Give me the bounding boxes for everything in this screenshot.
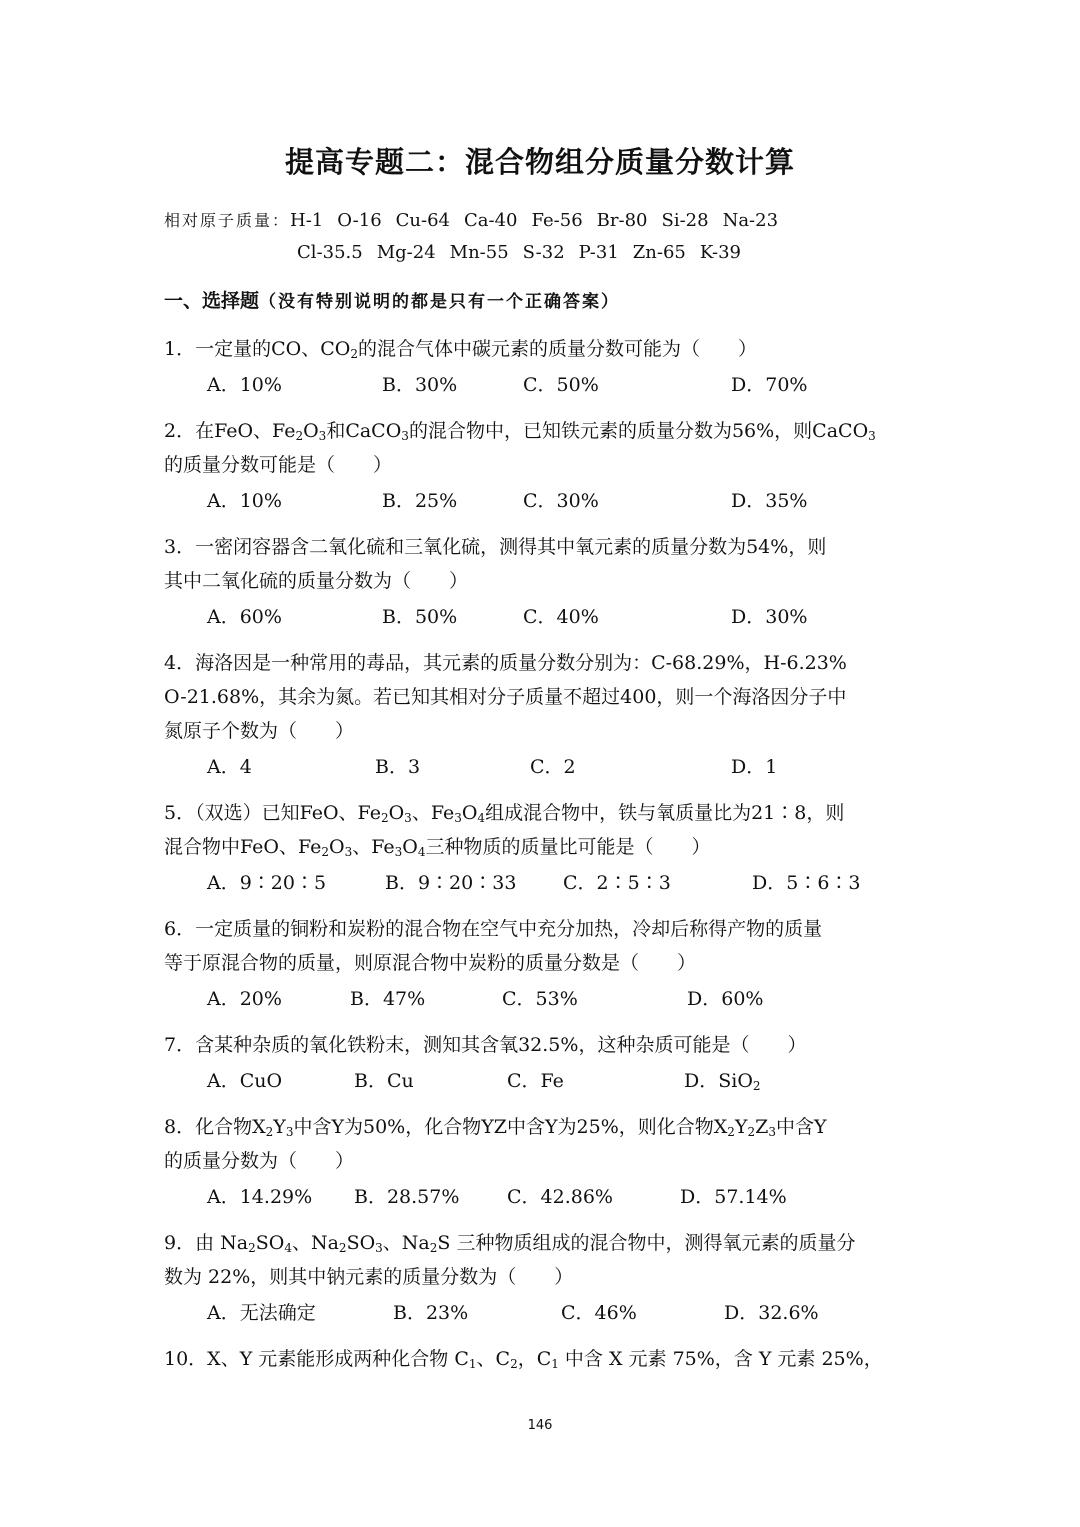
question-4-line-2: O-21.68%，其余为氮。若已知其相对分子质量不超过400，则一个海洛因分子中 xyxy=(164,686,847,708)
question-2-option-d: D．35% xyxy=(731,490,808,512)
question-9-option-b: B．23% xyxy=(393,1302,469,1324)
question-2-option-a: A．10% xyxy=(207,490,282,512)
section-title: 一、选择题 xyxy=(164,290,260,312)
atomic-masses-label: 相对原子质量： xyxy=(164,211,291,230)
question-8 xyxy=(164,1110,924,1178)
question-8-option-b: B．28.57% xyxy=(354,1186,460,1208)
question-8-option-c: C．42.86% xyxy=(507,1186,613,1208)
question-2-option-b: B．25% xyxy=(382,490,458,512)
atomic-mass: O-16 xyxy=(337,210,382,231)
question-3-option-d: D．30% xyxy=(731,606,808,628)
question-6-line-2: 等于原混合物的质量，则原混合物中炭粉的质量分数是（ ） xyxy=(164,952,697,974)
question-9-option-c: C．46% xyxy=(561,1302,637,1324)
question-1-option-a: A．10% xyxy=(207,374,282,396)
question-5-option-c: C．2∶5∶3 xyxy=(563,872,671,894)
question-7-option-d: D．SiO$_2$ xyxy=(684,1070,761,1093)
question-4-option-b: B．3 xyxy=(375,756,421,778)
question-6-line-1: 6．一定质量的铜粉和炭粉的混合物在空气中充分加热，冷却后称得产物的质量 xyxy=(164,918,823,940)
question-1-option-c: C．50% xyxy=(523,374,599,396)
question-1 xyxy=(164,332,924,366)
question-5-option-b: B．9∶20∶33 xyxy=(385,872,517,894)
page-title: 提高专题二：混合物组分质量分数计算 xyxy=(284,145,795,179)
question-5-line-1: 5．（双选）已知FeO、$Fe_2O_3$、$Fe_3O_4$组成混合物中，铁与氧质量比为21∶8，则 xyxy=(164,802,845,825)
question-9-option-d: D．32.6% xyxy=(724,1302,819,1324)
question-6 xyxy=(164,912,924,980)
question-7 xyxy=(164,1028,924,1062)
question-1-line-1: 1．一定量的CO、$CO_2$的混合气体中碳元素的质量分数可能为（ ） xyxy=(164,338,757,361)
question-10 xyxy=(164,1342,924,1376)
question-2-line-1: 2．在FeO、$Fe_2O_3$和CaCO$_3$的混合物中，已知铁元素的质量分数为56%，则CaCO$_3$ xyxy=(164,420,876,443)
page-number: 146 xyxy=(527,1418,553,1433)
question-4-option-a: A．4 xyxy=(207,756,252,778)
question-8-option-d: D．57.14% xyxy=(680,1186,787,1208)
question-6-option-a: A．20% xyxy=(207,988,282,1010)
section-note: （没有特别说明的都是只有一个正确答案） xyxy=(259,292,621,312)
question-7-option-a: A．CuO xyxy=(207,1070,283,1092)
question-3-line-1: 3．一密闭容器含二氧化硫和三氧化硫，测得其中氧元素的质量分数为54%，则 xyxy=(164,536,827,558)
atomic-mass: Mg-24 xyxy=(376,242,436,263)
atomic-mass: Cu-64 xyxy=(395,210,451,231)
atomic-mass: Mn-55 xyxy=(449,242,509,263)
question-7-option-c: C．Fe xyxy=(507,1070,564,1092)
atomic-mass: Si-28 xyxy=(661,210,709,231)
question-7-line-1: 7．含某种杂质的氧化铁粉末，测知其含氧32.5%，这种杂质可能是（ ） xyxy=(164,1034,807,1056)
question-7-option-b: B．Cu xyxy=(354,1070,414,1092)
atomic-mass: Na-23 xyxy=(722,210,779,231)
question-8-line-1: 8．化合物$X_2Y_3$中含Y为50%，化合物YZ中含Y为25%，则化合物$X_2Y_2Z_3$中含Y xyxy=(164,1116,827,1139)
question-9-line-2: 数为 22%，则其中钠元素的质量分数为（ ） xyxy=(164,1266,574,1288)
question-6-option-d: D．60% xyxy=(687,988,764,1010)
atomic-masses-row-2 xyxy=(297,242,755,263)
atomic-mass: Ca-40 xyxy=(464,210,518,231)
question-5-line-2: 混合物中FeO、$Fe_2O_3$、$Fe_3O_4$三种物质的质量比可能是（ ） xyxy=(164,836,711,859)
atomic-mass: H-1 xyxy=(290,210,324,231)
question-3-line-2: 其中二氧化硫的质量分数为（ ） xyxy=(164,570,469,592)
question-6-option-b: B．47% xyxy=(350,988,426,1010)
question-5 xyxy=(164,796,924,864)
question-2 xyxy=(164,414,924,482)
question-4-line-1: 4．海洛因是一种常用的毒品，其元素的质量分数分别为：C-68.29%，H-6.23% xyxy=(164,652,847,674)
atomic-mass: Fe-56 xyxy=(531,210,583,231)
question-3-option-c: C．40% xyxy=(523,606,599,628)
question-6-option-c: C．53% xyxy=(502,988,578,1010)
atomic-mass: S-32 xyxy=(522,242,565,263)
question-9-option-a: A．无法确定 xyxy=(207,1302,316,1324)
atomic-mass: Cl-35.5 xyxy=(297,242,363,263)
question-4 xyxy=(164,646,924,748)
question-8-line-2: 的质量分数为（ ） xyxy=(164,1150,355,1172)
atomic-mass: Zn-65 xyxy=(632,242,686,263)
question-2-option-c: C．30% xyxy=(523,490,599,512)
question-4-line-3: 氮原子个数为（ ） xyxy=(164,720,355,742)
question-4-option-d: D．1 xyxy=(731,756,778,778)
atomic-mass: P-31 xyxy=(578,242,619,263)
atomic-masses-row-1 xyxy=(164,208,792,231)
atomic-mass: Br-80 xyxy=(596,210,648,231)
question-9 xyxy=(164,1226,924,1294)
question-1-option-d: D．70% xyxy=(731,374,808,396)
question-5-option-d: D．5∶6∶3 xyxy=(752,872,861,894)
question-1-option-b: B．30% xyxy=(382,374,458,396)
question-5-option-a: A．9∶20∶5 xyxy=(207,872,327,894)
question-3-option-a: A．60% xyxy=(207,606,282,628)
atomic-mass: K-39 xyxy=(699,242,741,263)
question-4-option-c: C．2 xyxy=(530,756,576,778)
section-heading xyxy=(164,286,620,313)
question-8-option-a: A．14.29% xyxy=(207,1186,313,1208)
question-3-option-b: B．50% xyxy=(382,606,458,628)
question-10-line-1: 10．X、Y 元素能形成两种化合物 $C_1$、$C_2$，$C_1$ 中含 X 元素 75%，含 Y 元素 25%， xyxy=(164,1348,883,1371)
question-3 xyxy=(164,530,924,598)
question-2-line-2: 的质量分数可能是（ ） xyxy=(164,454,393,476)
question-9-line-1: 9．由 $Na_2SO_4$、$Na_2SO_3$、$Na_2S$ 三种物质组成的混合物中，测得氧元素的质量分 xyxy=(164,1232,856,1255)
